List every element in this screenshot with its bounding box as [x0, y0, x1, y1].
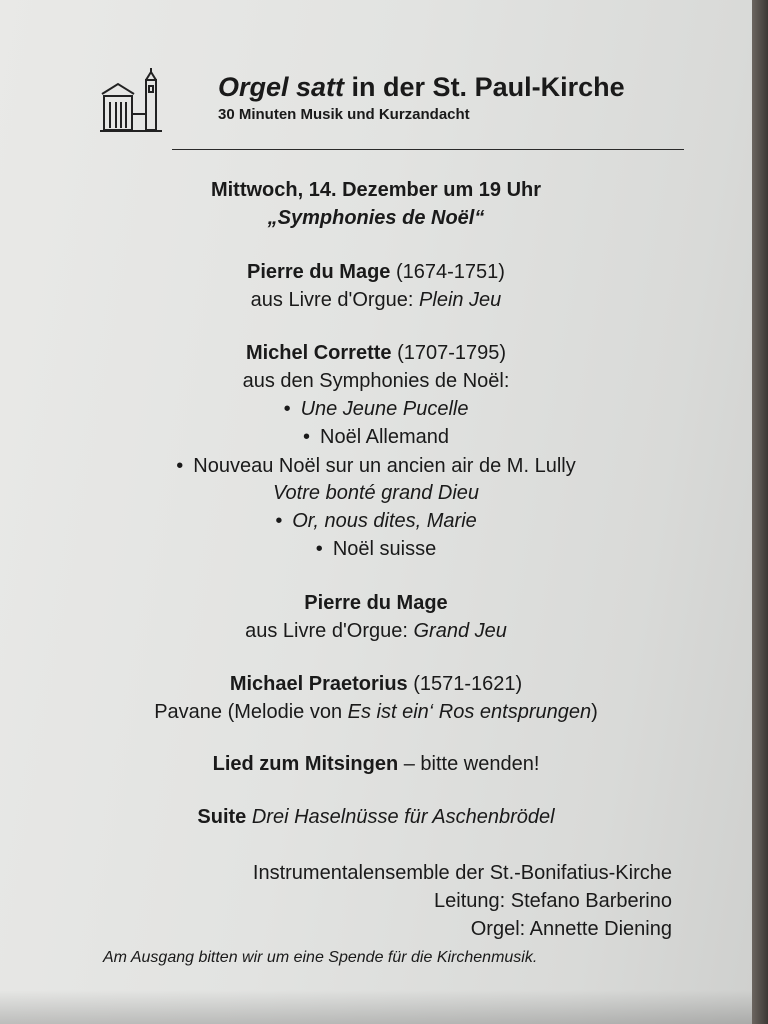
- suite-title: Drei Haselnüsse für Aschenbrödel: [246, 806, 555, 828]
- program-item-2-source: aus den Symphonies de Noël:: [242, 370, 510, 392]
- program-item-3-heading: Pierre du Mage: [304, 592, 448, 614]
- credit-ensemble: Instrumentalensemble der St.-Bonifatius-Kirche: [252, 862, 672, 884]
- list-item: • Une Jeune Pucelle: [0, 397, 752, 421]
- background-edge: [752, 0, 768, 1024]
- event-title: „Symphonies de Noël“: [267, 207, 485, 229]
- work-title: Grand Jeu: [413, 620, 507, 642]
- page-shadow: [0, 990, 752, 1024]
- bullet-icon: [303, 426, 320, 448]
- song-note: – bitte wenden!: [398, 753, 540, 775]
- credit-organ: Orgel: Annette Diening: [470, 918, 672, 940]
- event-date: Mittwoch, 14. Dezember um 19 Uhr: [210, 179, 542, 201]
- donation-note: Am Ausgang bitten wir um eine Spende für die Kirchenmusik.: [103, 949, 538, 966]
- composer-dates: (1707-1795): [391, 342, 507, 364]
- suite-label: Suite: [197, 806, 247, 828]
- bullet-icon: [316, 538, 333, 560]
- composer-dates: (1674-1751): [390, 261, 505, 283]
- list-item: • Noël Allemand: [0, 425, 752, 449]
- song-title: Lied zum Mitsingen: [212, 753, 399, 775]
- program-item-1-heading: [0, 260, 752, 284]
- program-item-4-work: Pavane (Melodie von Es ist ein‘ Ros entsprungen): [154, 701, 598, 723]
- composer-name: Pierre du Mage: [247, 261, 391, 283]
- composer-name: Michel Corrette: [245, 342, 392, 364]
- list-item: • Nouveau Noël sur un ancien air de M. Lully: [0, 454, 752, 478]
- work-source: aus Livre d'Orgue:: [250, 289, 420, 311]
- composer-dates: (1571-1621): [407, 673, 523, 695]
- header-subtitle: 30 Minuten Musik und Kurzandacht: [218, 106, 470, 123]
- bullet-icon: [176, 455, 193, 477]
- bullet-icon: [284, 398, 301, 420]
- bullet-icon: [275, 510, 292, 532]
- program-item-5: [0, 752, 752, 776]
- program-item-4-heading: [0, 672, 752, 696]
- work-source: aus Livre d'Orgue:: [245, 620, 414, 642]
- list-item: • Noël suisse: [0, 537, 752, 561]
- program-item-1-work: [0, 288, 752, 312]
- header-title-italic: Orgel satt: [218, 72, 345, 102]
- header-title-rest: in der St. Paul-Kirche: [344, 72, 625, 102]
- header-title: [218, 72, 625, 103]
- list-item-continuation: Votre bonté grand Dieu: [272, 482, 480, 504]
- church-logo-icon: [98, 66, 164, 134]
- program-item-2-heading: [0, 341, 752, 365]
- composer-name: Michael Praetorius: [229, 673, 408, 695]
- program-item-3-work: [0, 619, 752, 643]
- program-item-6: [0, 805, 752, 829]
- list-item: • Or, nous dites, Marie: [0, 509, 752, 533]
- work-title: Plein Jeu: [419, 289, 502, 311]
- header-divider: [172, 149, 684, 150]
- credit-leader: Leitung: Stefano Barberino: [434, 890, 672, 912]
